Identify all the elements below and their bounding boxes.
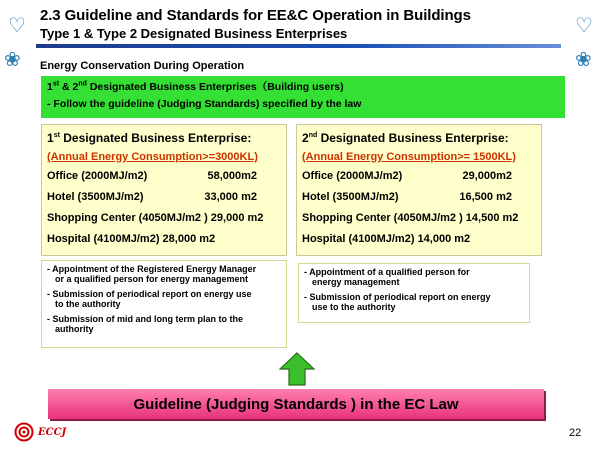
duty-item: - Appointment of a qualified person for energy management	[304, 267, 470, 287]
slide-title: 2.3 Guideline and Standards for EE&C Operation in Buildings	[40, 7, 471, 24]
building-row: Hospital (4100MJ/m2) 14,000 m2	[302, 233, 471, 245]
slide-subtitle: Type 1 & Type 2 Designated Business Enterprises	[40, 26, 348, 41]
duty-item: - Appointment of the Registered Energy Manager or a qualified person for energy management	[47, 264, 257, 284]
first-designated-box	[41, 124, 287, 256]
building-row: Hotel (3500MJ/m2) 33,000 m2	[47, 191, 257, 203]
building-row: Hotel (3500MJ/m2) 16,500 m2	[302, 191, 512, 203]
duty-item: - Submission of mid and long term plan to the authority	[47, 314, 244, 334]
eccj-logo-icon	[14, 422, 34, 442]
building-row: Shopping Center (4050MJ/m2 ) 29,000 m2	[47, 212, 264, 224]
energy-threshold: (Annual Energy Consumption>=3000KL)	[47, 151, 258, 163]
summary-box	[41, 76, 565, 118]
second-designated-box	[296, 124, 542, 256]
duty-item: - Submission of periodical report on energy use to the authority	[304, 292, 491, 312]
building-row: Office (2000MJ/m2) 29,000m2	[302, 170, 512, 182]
box-heading: 2nd Designated Business Enterprise:	[302, 131, 509, 145]
eccj-logo	[14, 422, 66, 442]
building-row: Hospital (4100MJ/m2) 28,000 m2	[47, 233, 216, 245]
summary-line-2: - Follow the guideline (Judging Standards) specified by the law	[47, 98, 362, 110]
clover-icon: ❀	[575, 49, 592, 71]
ec-law-guideline-bar: Guideline (Judging Standards ) in the EC Law	[48, 389, 544, 419]
duty-item: - Submission of periodical report on energy use to the authority	[47, 289, 252, 309]
second-duties-box	[298, 263, 530, 323]
title-divider	[36, 44, 561, 48]
page-number: 22	[569, 427, 582, 439]
first-duties-box	[41, 260, 287, 348]
box-heading: 1st Designated Business Enterprise:	[47, 131, 252, 145]
building-row: Office (2000MJ/m2) 58,000m2	[47, 170, 257, 182]
building-row: Shopping Center (4050MJ/m2 ) 14,500 m2	[302, 212, 519, 224]
heart-icon: ♡	[8, 15, 26, 37]
logo-text: ECCJ	[38, 426, 67, 438]
summary-line-1: 1st & 2nd Designated Business Enterprises（Building users)	[47, 80, 344, 93]
heart-icon: ♡	[575, 15, 593, 37]
clover-icon: ❀	[4, 49, 21, 71]
energy-threshold: (Annual Energy Consumption>= 1500KL)	[302, 151, 516, 163]
section-label: Energy Conservation During Operation	[40, 60, 245, 72]
up-arrow-icon	[279, 352, 315, 391]
